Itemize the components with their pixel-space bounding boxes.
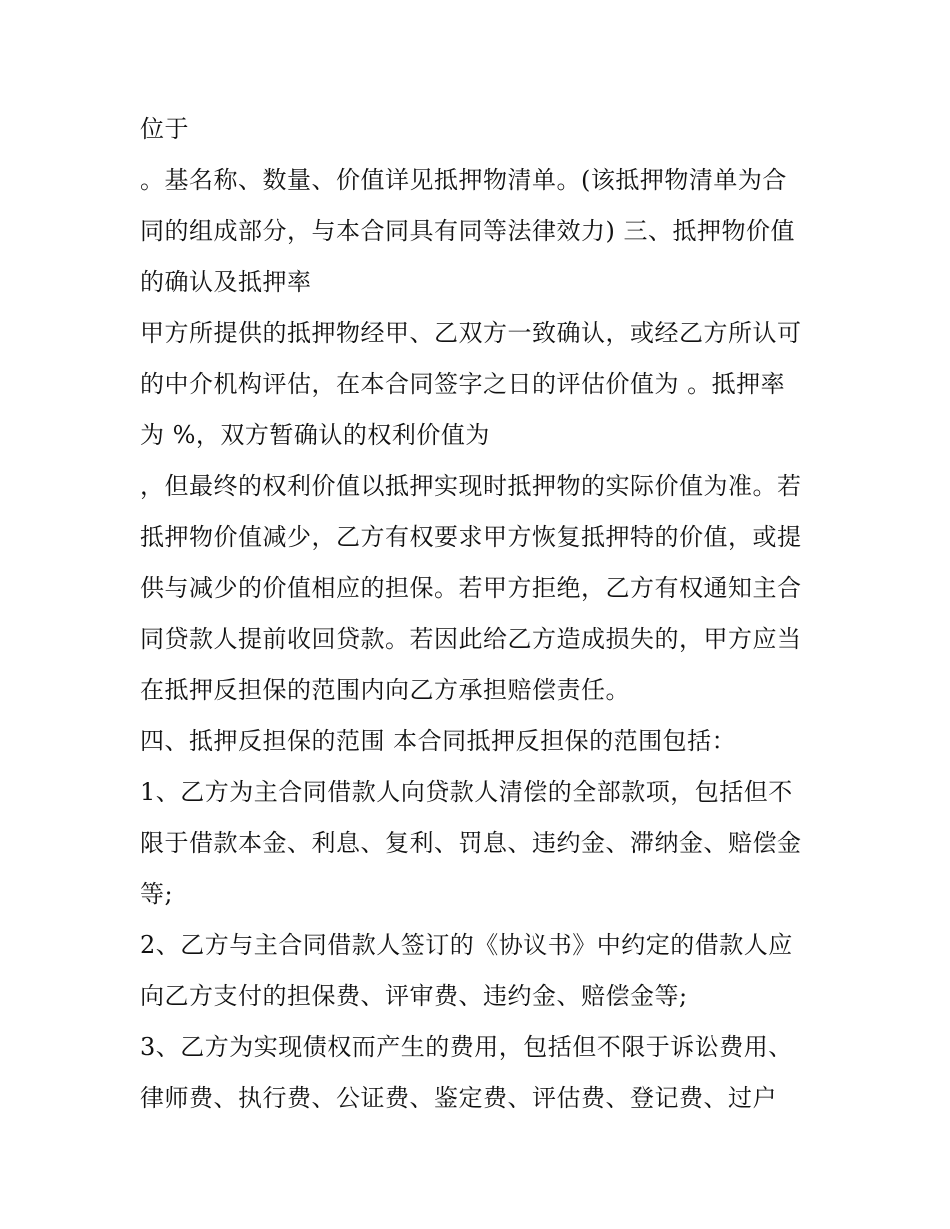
list-item-line: 限于借款本金、利息、复利、罚息、违约金、滞纳金、赔偿金 — [140, 829, 802, 857]
list-item-line: 3、乙方为实现债权而产生的费用，包括但不限于诉讼费用、 — [140, 1033, 793, 1061]
section-heading-line: 四、抵押反担保的范围 本合同抵押反担保的范围包括： — [140, 727, 737, 755]
text-line: 供与减少的价值相应的担保。若甲方拒绝，乙方有权通知主合 — [140, 574, 802, 602]
text-line: 的中介机构评估，在本合同签字之日的评估价值为 。抵押率 — [140, 370, 786, 398]
text-line: 甲方所提供的抵押物经甲、乙双方一致确认，或经乙方所认可 — [140, 319, 802, 347]
contract-body-text — [140, 108, 820, 1128]
text-line: 同贷款人提前收回贷款。若因此给乙方造成损失的，甲方应当 — [140, 625, 802, 653]
text-line: 同的组成部分，与本合同具有同等法律效力) 三、抵押物价值 — [140, 217, 795, 245]
list-item-line: 1、乙方为主合同借款人向贷款人清偿的全部款项，包括但不 — [140, 778, 793, 806]
text-line: 在抵押反担保的范围内向乙方承担赔偿责任。 — [140, 676, 630, 704]
list-item-line: 律师费、执行费、公证费、鉴定费、评估费、登记费、过户 — [140, 1084, 777, 1112]
text-line: ，但最终的权利价值以抵押实现时抵押物的实际价值为准。若 — [140, 472, 802, 500]
list-item-line: 等; — [140, 880, 174, 908]
text-line: 位于 — [140, 115, 189, 143]
list-item-line: 2、乙方与主合同借款人签订的《协议书》中约定的借款人应 — [140, 931, 793, 959]
text-line: 。基名称、数量、价值详见抵押物清单。(该抵押物清单为合 — [140, 166, 787, 194]
text-line: 抵押物价值减少，乙方有权要求甲方恢复抵押特的价值，或提 — [140, 523, 802, 551]
list-item-line: 向乙方支付的担保费、评审费、违约金、赔偿金等; — [140, 982, 688, 1010]
text-line: 的确认及抵押率 — [140, 268, 312, 296]
text-line: 为 %，双方暂确认的权利价值为 — [140, 421, 490, 449]
